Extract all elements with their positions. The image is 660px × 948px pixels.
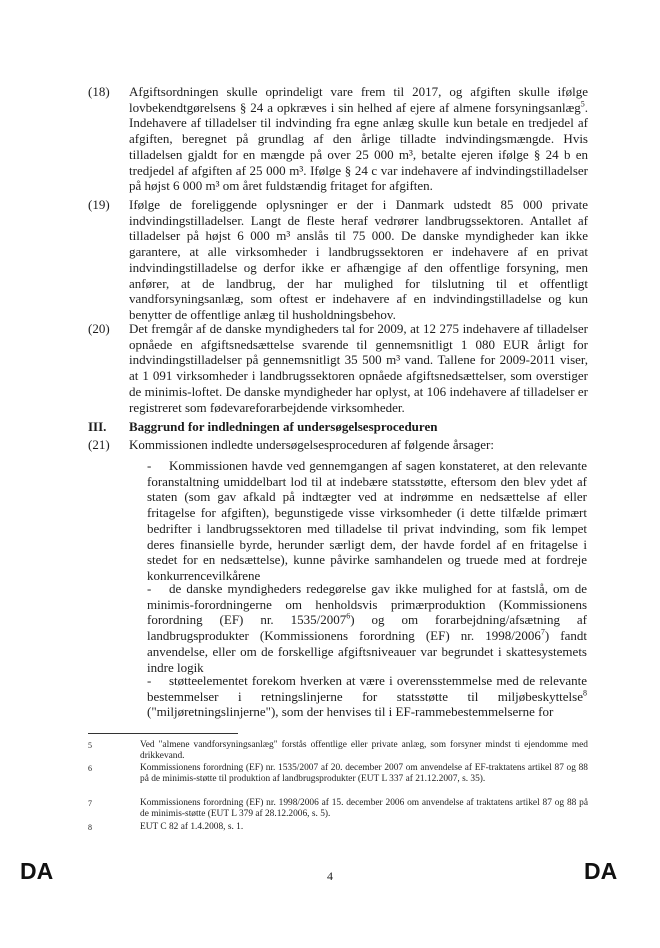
page-number: 4 xyxy=(327,869,333,883)
bullet-dash: - xyxy=(147,673,152,688)
language-code-right: DA xyxy=(584,858,618,884)
footnote-number: 7 xyxy=(88,799,92,808)
paragraph-number: (20) xyxy=(88,321,110,336)
footnote-separator xyxy=(88,733,238,734)
list-item: - støtteelementet forekom hverken at være i overensstemmelse med de relevante bestemmelser i retningslinjerne for statsstøtte til miljøbeskyttelse$^8$ ("miljøretningslinjerne"), som der henvises til i EF-rammebestemmelserne for xyxy=(147,673,587,720)
paragraph-21 xyxy=(88,437,588,453)
paragraph-text: Ifølge de foreliggende oplysninger er der i Danmark udstedt 85 000 private indvindingstilladelser. Langt de fleste heraf vedrører landbrugssektoren. Antallet af tilladelser på højst 6 000 m³ anslås til 75 000. De danske myndigheder kan ikke garantere, at alle virksomheder i landbrugssektoren er indehavere af en privat indvindingstilladelse og derfor ikke er afhængige af den offentlige forsyning, men anfører, at de landbrug, der har mulighed for tilslutning til et offentligt vandforsyningsanlæg, som oftest er indehavere af en indvindingstilladelse og kun benytter de offentlige anlæg til husholdningsbehov. xyxy=(129,197,588,322)
section-title: Baggrund for indledningen af undersøgelsesproceduren xyxy=(129,419,438,434)
footnote-ref-8: 8 xyxy=(583,688,587,698)
bullet-dash: - xyxy=(147,458,152,473)
footnote-7 xyxy=(88,798,588,821)
footnote-number: 8 xyxy=(88,823,92,832)
paragraph-number: (19) xyxy=(88,197,110,212)
footnote-text: EUT C 82 af 1.4.2008, s. 1. xyxy=(140,822,244,832)
paragraph-number: (18) xyxy=(88,84,110,99)
paragraph-text: Afgiftsordningen skulle oprindeligt vare frem til 2017, og afgiften skulle ifølge lovbekendtgørelsens § 24 a opkræves i sin helhed af ejere af almene forsyningsanlæg$^5$. Indehavere af tilladelser til indvinding fra egne anlæg skulle kun betale en tredjedel af afgiften, beregnet på grundlag af den årlige tilladte indvindingsmængde. Hvis tilladelsen gjaldt for en mængde på over 25 000 m³, betalte ejeren ifølge § 24 b en tredjedel af afgiften af 25 000 m³. Ifølge § 24 c var indehavere af indvindingstilladelser på højst 6 000 m³ om året fuldstændig fritaget for afgiften. xyxy=(129,84,588,194)
section-number: III. xyxy=(88,419,107,434)
paragraph-number: (21) xyxy=(88,437,110,452)
footnote-number: 5 xyxy=(88,741,92,750)
footnote-text: Ved "almene vandforsyningsanlæg" forstås offentlige eller private anlæg, som forsyner mindst ti ejendomme med drikkevand. xyxy=(140,740,588,762)
footnote-number: 6 xyxy=(88,764,92,773)
section-heading xyxy=(88,419,588,435)
paragraph-text: Kommissionen indledte undersøgelsesproceduren af følgende årsager: xyxy=(129,437,494,452)
paragraph-text: Det fremgår af de danske myndigheders tal for 2009, at 12 275 indehavere af tilladelser opnåede en afgiftsnedsættelse svarende til gennemsnitligt 1 080 EUR årligt for indvindingstilladelser på gennemsnitligt 35 500 m³ vand. Tallene for 2009-2011 viser, at 1 091 virksomheder i landbrugssektoren opnåede afgiftsnedsættelser, som overstiger de minimis-loftet. De danske myndigheder har oplyst, at 106 indehavere af tilladelser er registreret som fødevareforarbejdende virksomheder. xyxy=(129,321,588,415)
language-code-left: DA xyxy=(20,858,54,884)
paragraph-20 xyxy=(88,321,588,415)
footnote-ref-6: 6 xyxy=(346,612,351,622)
footnote-5 xyxy=(88,740,588,763)
footnote-ref-7: 7 xyxy=(540,627,545,637)
list-item: - Kommissionen havde ved gennemgangen af sagen konstateret, at den relevante foranstaltning umiddelbart lod til at indebære statsstøtte, eftersom den blev ydet af staten (som gav afkald på indtægter ved at indrømme en nedsættelse af eller fritagelse for afgiften), begunstigede visse virksomheder (i dette tilfælde primært bedrifter i landbrugssektoren med tilladelse til privat indvinding, som fik lempet deres finansielle byrde, herunder særligt dem, der havde fordel af en fritagelse i stedet for en nedsættelse), kunne påvirke samhandelen og truede med at fordreje konkurrencevilkårene xyxy=(147,458,587,583)
list-item: - de danske myndigheders redegørelse gav ikke mulighed for at fastslå, om de minimis-forordningerne om henholdsvis primærproduktion (Kommissionens forordning (EF) nr. 1535/2007$^6$) og om forarbejdning/afsætning af landbrugsprodukter (Kommissionens forordning (EF) nr. 1998/2006$^7$) fandt anvendelse, eller om de forskellige afgiftsniveauer var begrundet i skattesystemets indre logik xyxy=(147,581,588,675)
paragraph-19 xyxy=(88,197,588,323)
footnote-8 xyxy=(88,822,588,833)
footnote-ref-5: 5 xyxy=(580,99,585,109)
bullet-dash: - xyxy=(147,581,152,596)
footnote-text: Kommissionens forordning (EF) nr. 1535/2007 af 20. december 2007 om anvendelse af EF-traktatens artikel 87 og 88 på de minimis-støtte til produktion af landbrugsprodukter (EUT L 337 af 21.12.2007, s. 35). xyxy=(140,763,588,785)
paragraph-18 xyxy=(88,84,588,194)
footnote-6 xyxy=(88,763,588,786)
footnote-text: Kommissionens forordning (EF) nr. 1998/2006 af 15. december 2006 om anvendelse af traktatens artikel 87 og 88 på de minimis-støtte (EUT L 379 af 28.12.2006, s. 5). xyxy=(140,798,588,820)
